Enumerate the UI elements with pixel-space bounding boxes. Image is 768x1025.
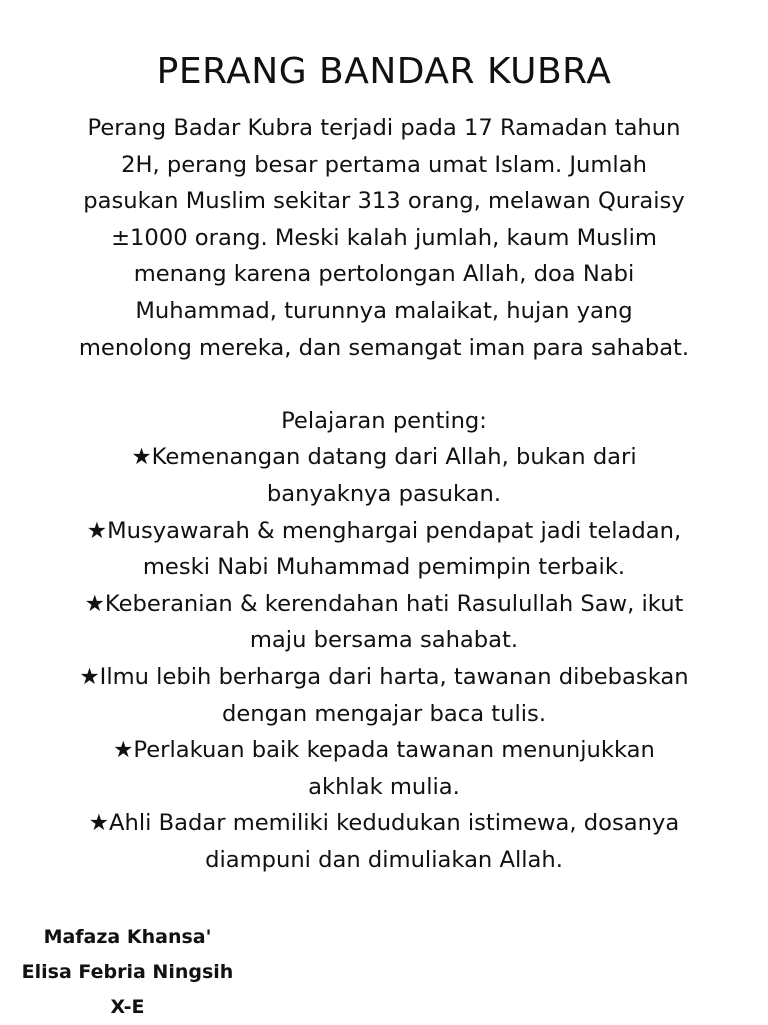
lesson-line: ★Keberanian & kerendahan hati Rasulullah Saw, ikut	[84, 590, 684, 617]
author-class: X-E	[110, 996, 145, 1018]
author-name-2: Elisa Febria Ningsih	[21, 961, 234, 983]
lesson-line: banyaknya pasukan.	[266, 480, 502, 507]
author-name-1: Mafaza Khansa'	[43, 926, 212, 948]
lesson-line: akhlak mulia.	[308, 773, 460, 800]
intro-line: Muhammad, turunnya malaikat, hujan yang	[135, 297, 633, 324]
intro-line: Perang Badar Kubra terjadi pada 17 Ramadan tahun	[87, 115, 681, 141]
intro-line: ±1000 orang. Meski kalah jumlah, kaum Muslim	[111, 224, 657, 251]
lesson-line: dengan mengajar baca tulis.	[221, 700, 547, 727]
lesson-line: meski Nabi Muhammad pemimpin terbaik.	[142, 554, 626, 581]
paragraph-spacer	[0, 366, 768, 403]
lesson-line: ★Kemenangan datang dari Allah, bukan dari	[131, 444, 637, 471]
intro-line: menolong mereka, dan semangat iman para sahabat.	[78, 334, 690, 361]
intro-line: 2H, perang besar pertama umat Islam. Jumlah	[121, 151, 647, 178]
lesson-line: ★Ahli Badar memiliki kedudukan istimewa, dosanya	[88, 810, 680, 837]
lesson-line: ★Perlakuan baik kepada tawanan menunjukkan	[113, 737, 655, 764]
intro-line: menang karena pertolongan Allah, doa Nabi	[133, 261, 635, 288]
lesson-line: ★Musyawarah & menghargai pendapat jadi teladan,	[86, 517, 682, 544]
page-title: PERANG BANDAR KUBRA	[156, 51, 612, 92]
intro-line: pasukan Muslim sekitar 313 orang, melawan Quraisy	[83, 188, 685, 215]
document-body	[0, 110, 768, 878]
lessons-heading: Pelajaran penting:	[281, 407, 487, 434]
lesson-line: maju bersama sahabat.	[249, 627, 519, 654]
author-block	[0, 920, 255, 1025]
lesson-line: diampuni dan dimuliakan Allah.	[205, 846, 563, 873]
lesson-line: ★Ilmu lebih berharga dari harta, tawanan dibebaskan	[79, 663, 689, 690]
